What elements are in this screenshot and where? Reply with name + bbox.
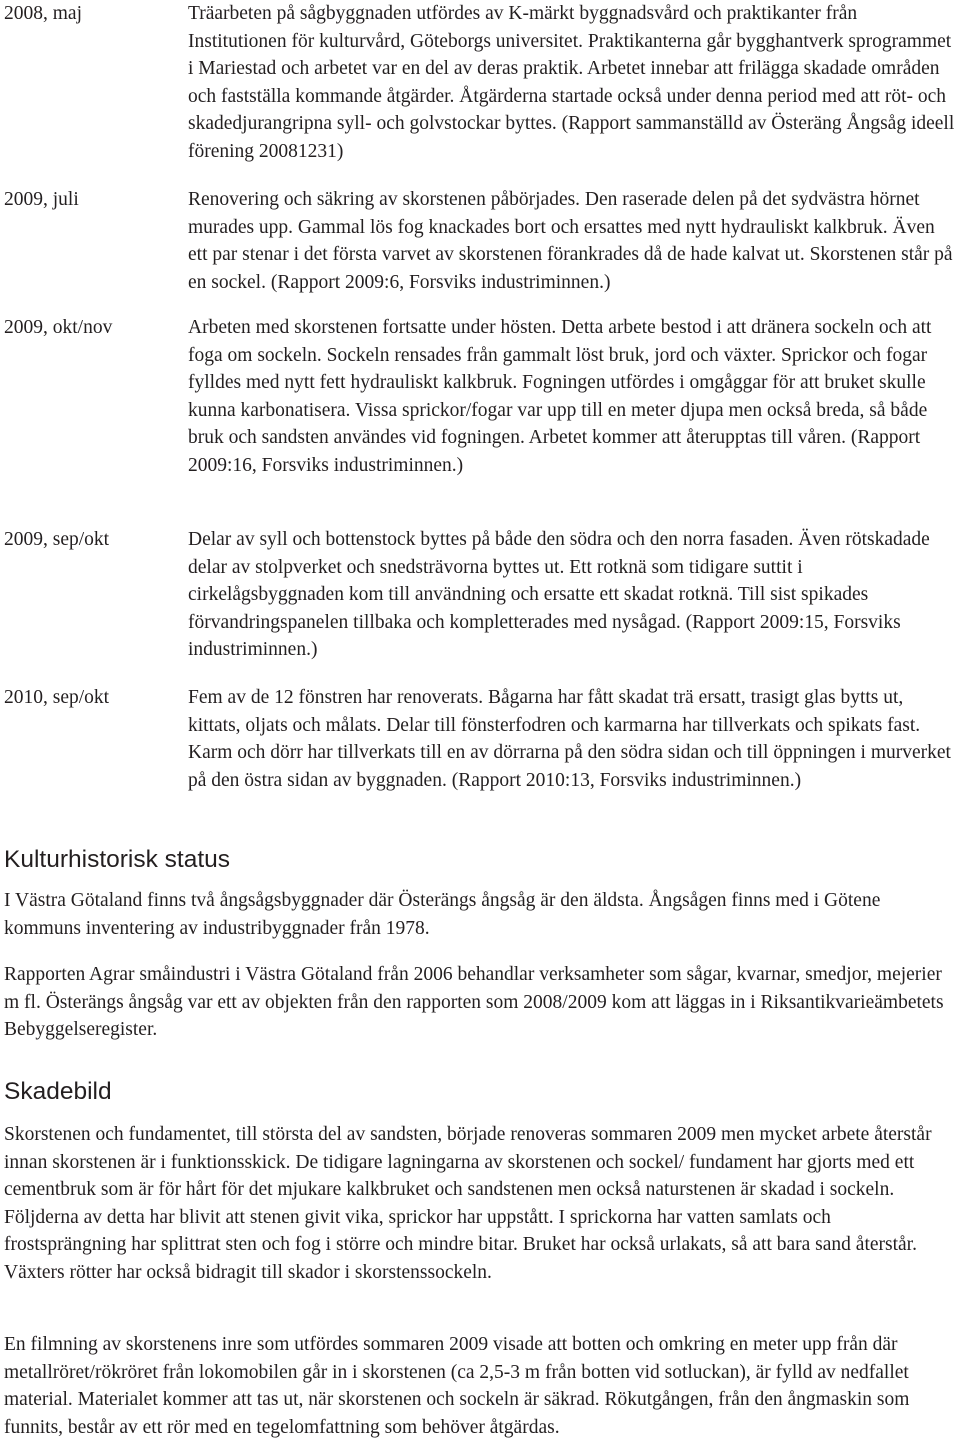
entry-date: 2009, juli — [4, 189, 79, 210]
entry-date: 2009, okt/nov — [4, 317, 113, 338]
entry-text: Delar av syll och bottenstock byttes på både den södra och den norra fasaden. Även rötskadade delar av stolpverket och snedsträvorna byttes ut. Ett rotknä som tidigare suttit i cirkelågsbyggnaden kom till användning och ersatte ett skadat rotknä. Till sist spikades förvandringspanelen tillbaka och kompletterades med nysågad. (Rapport 2009:15, Forsviks industriminnen.) — [188, 529, 930, 661]
paragraph: Skorstenen och fundamentet, till största del av sandsten, började renoveras sommaren 2009 men mycket arbete återstår innan skorstenen är i funktionsskick. De tidigare lagningarna av skorstenen och sockel/ fundament har gjorts med ett cementbruk som är för hårt för det mjukare kalkbruket och sandstenen men också naturstenen är skadad i sockeln. Följderna av detta har blivit att stenen givit vika, sprickor har uppstått. I sprickorna har vatten samlats och frostsprängning har splittrat sten och fog i större och mindre bitar. Bruket har också urlakats, så att bara sand återstår. Växters rötter har också bidragit till skador i skorstenssockeln. — [4, 1124, 932, 1283]
entry-text: Fem av de 12 fönstren har renoverats. Bågarna har fått skadat trä ersatt, trasigt glas bytts ut, kittats, oljats och målats. Delar till fönsterfodren och karmarna har tillverkats och spikats fast. Karm och dörr har tillverkats till en av dörrarna på den södra sidan och till öppningen i murverket på den östra sidan av byggnaden. (Rapport 2010:13, Forsviks industriminnen.) — [188, 687, 951, 791]
entry-date: 2008, maj — [4, 3, 82, 24]
section-heading-kulturhistorisk: Kulturhistorisk status — [4, 846, 231, 873]
entry-text: Arbeten med skorstenen fortsatte under hösten. Detta arbete bestod i att dränera sockeln och att foga om sockeln. Sockeln rensades från gammalt löst bruk, jord och växter. Sprickor och fogar fylldes med nytt fett hydrauliskt kalkbruk. Fogningen utfördes i omgåggar för att bruket skulle kunna karbonatisera. Vissa sprickor/fogar var upp till en meter djupa men också breda, så både bruk och sandsten användes vid fogningen. Arbetet kommer att återupptas till våren. (Rapport 2009:16, Forsviks industriminnen.) — [188, 317, 932, 476]
section-heading-skadebild: Skadebild — [4, 1078, 112, 1105]
entry-date: 2009, sep/okt — [4, 529, 110, 550]
paragraph: I Västra Götaland finns två ångsågsbyggnader där Österängs ångsåg är den äldsta. Ångsågen finns med i Götene kommuns inventering av industribyggnader från 1978. — [4, 890, 881, 939]
entry-text: Träarbeten på sågbyggnaden utfördes av K-märkt byggnadsvård och praktikanter från Institutionen för kulturvård, Göteborgs universitet. Praktikanterna går bygghantverk sprogrammet i Mariestad och arbetet var en del av deras praktik. Arbetet innebar att frilägga skadade områden och fastställa kommande åtgärder. Åtgärderna startade också under denna period med att röt- och skadedjurangripna syll- och golvstockar byttes. (Rapport sammanställd av Österäng Ångsåg ideell förening 20081231) — [188, 3, 955, 162]
entry-date: 2010, sep/okt — [4, 687, 110, 708]
entry-text: Renovering och säkring av skorstenen påbörjades. Den raserade delen på det sydvästra hörnet murades upp. Gammal lös fog knackades bort och ersattes med nytt hydrauliskt kalkbruk. Även ett par stenar i det första varvet av skorstenen förankrades då de hade kalvat ut. Skorstenen står på en sockel. (Rapport 2009:6, Forsviks industriminnen.) — [188, 189, 953, 293]
paragraph: En filmning av skorstenens inre som utfördes sommaren 2009 visade att botten och omkring en meter upp från där metallröret/rökröret från lokomobilen går in i skorstenen (ca 2,5-3 m från botten vid sotluckan), är fylld av nedfallet material. Materialet kommer att tas ut, när skorstenen och sockeln är säkrad. Rökutgången, från den ångmaskin som funnits, består av ett rör med en tegelomfattning som behöver åtgärdas. — [4, 1334, 910, 1438]
paragraph: Rapporten Agrar småindustri i Västra Götaland från 2006 behandlar verksamheter som sågar, kvarnar, smedjor, mejerier m fl. Österängs ångsåg var ett av objekten från den rapporten som 2008/2009 kom att läggas in i Riksantikvarieämbetets Bebyggelseregister. — [4, 964, 944, 1041]
